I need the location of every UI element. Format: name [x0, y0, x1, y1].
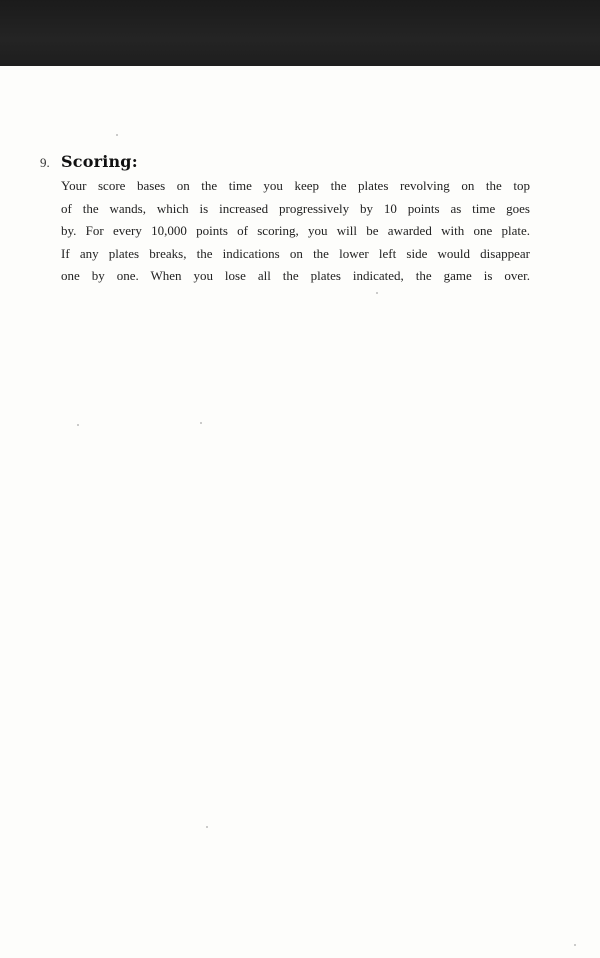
- paper-speck: [376, 292, 378, 294]
- section-number: 9.: [40, 155, 50, 170]
- paper-speck: [574, 944, 576, 946]
- body-line: of the wands, which is increased progressively by 10 points as time goes: [61, 200, 530, 216]
- section-body: [61, 175, 530, 288]
- body-line: Your score bases on the time you keep the plates revolving on the top: [61, 178, 530, 193]
- body-line: by. For every 10,000 points of scoring, you will be awarded with one plate.: [61, 223, 530, 238]
- paper-speck: [200, 422, 202, 424]
- page-top-dark-band: [0, 0, 600, 66]
- body-line: If any plates breaks, the indications on the lower left side would disappear: [61, 245, 530, 261]
- paper-speck: [116, 134, 118, 136]
- section-title: Scoring:: [61, 152, 138, 171]
- paper-speck: [206, 826, 208, 828]
- scoring-section: [40, 152, 530, 288]
- section-heading: [40, 152, 530, 171]
- body-line: one by one. When you lose all the plates indicated, the game is over.: [61, 268, 530, 283]
- paper-speck: [77, 424, 79, 426]
